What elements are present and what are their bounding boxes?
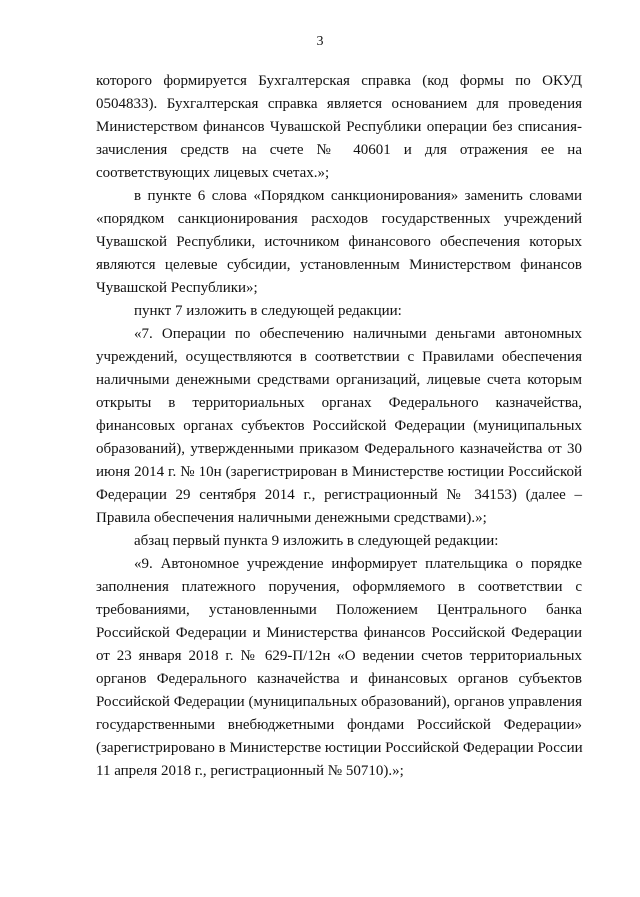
text-line: являются целевые субсидии, установленным Министерством финансов — [96, 257, 582, 273]
text-line: которого формируется Бухгалтерская справка (код формы по ОКУД — [96, 73, 582, 89]
text-line: органов Федерального казначейства и финансовых органов субъектов — [96, 671, 582, 687]
text-line: Министерством финансов Чувашской Республики операции без списания- — [96, 119, 582, 135]
text-line: «порядком санкционирования расходов государственных учреждений — [96, 211, 582, 227]
text-line: открыты в территориальных органах Федерального казначейства, — [96, 395, 582, 411]
text-line: Федерации 29 сентября 2014 г., регистрационный № 34153) (далее – — [96, 487, 582, 503]
text-line: образований), утвержденными приказом Федерального казначейства от 30 — [96, 441, 582, 457]
text-line: наличными денежными средствами организаций, лицевые счета которым — [96, 372, 582, 388]
text-line: заполнения платежного поручения, оформляемого в соответствии с — [96, 579, 582, 595]
text-line: соответствующих лицевых счетах.»; — [96, 165, 330, 181]
text-line: финансовых органах субъектов Российской Федерации (муниципальных — [96, 418, 582, 434]
document-body — [96, 70, 582, 783]
text-line: требованиями, установленными Положением Центрального банка — [96, 602, 582, 618]
text-line: Российской Федерации и Министерства финансов Российской Федерации — [96, 625, 582, 641]
text-line: 0504833). Бухгалтерская справка является основанием для проведения — [96, 96, 582, 112]
text-line: Правила обеспечения наличными денежными средствами).»; — [96, 510, 487, 526]
text-line: абзац первый пункта 9 изложить в следующей редакции: — [134, 533, 499, 549]
text-line: «9. Автономное учреждение информирует плательщика о порядке — [134, 556, 582, 572]
text-line: пункт 7 изложить в следующей редакции: — [134, 303, 402, 319]
text-line: зачисления средств на счете № 40601 и для отражения ее на — [96, 142, 582, 158]
page-number: 3 — [316, 34, 324, 49]
text-line: «7. Операции по обеспечению наличными деньгами автономных — [134, 326, 582, 342]
text-line: от 23 января 2018 г. № 629-П/12н «О ведении счетов территориальных — [96, 648, 582, 664]
text-line: учреждений, осуществляются в соответствии с Правилами обеспечения — [96, 349, 582, 365]
text-line: Чувашской Республики»; — [96, 280, 258, 296]
text-line: в пункте 6 слова «Порядком санкционирования» заменить словами — [134, 188, 582, 204]
text-line: государственными внебюджетными фондами Российской Федерации» — [96, 717, 582, 733]
text-line: 11 апреля 2018 г., регистрационный № 50710).»; — [96, 763, 404, 779]
text-line: Российской Федерации (муниципальных образований), органов управления — [96, 694, 582, 710]
text-line: июня 2014 г. № 10н (зарегистрирован в Министерстве юстиции Российской — [96, 464, 582, 480]
text-line: Чувашской Республики, источником финансового обеспечения которых — [96, 234, 582, 250]
text-line: (зарегистрировано в Министерстве юстиции Российской Федерации России — [96, 740, 583, 756]
